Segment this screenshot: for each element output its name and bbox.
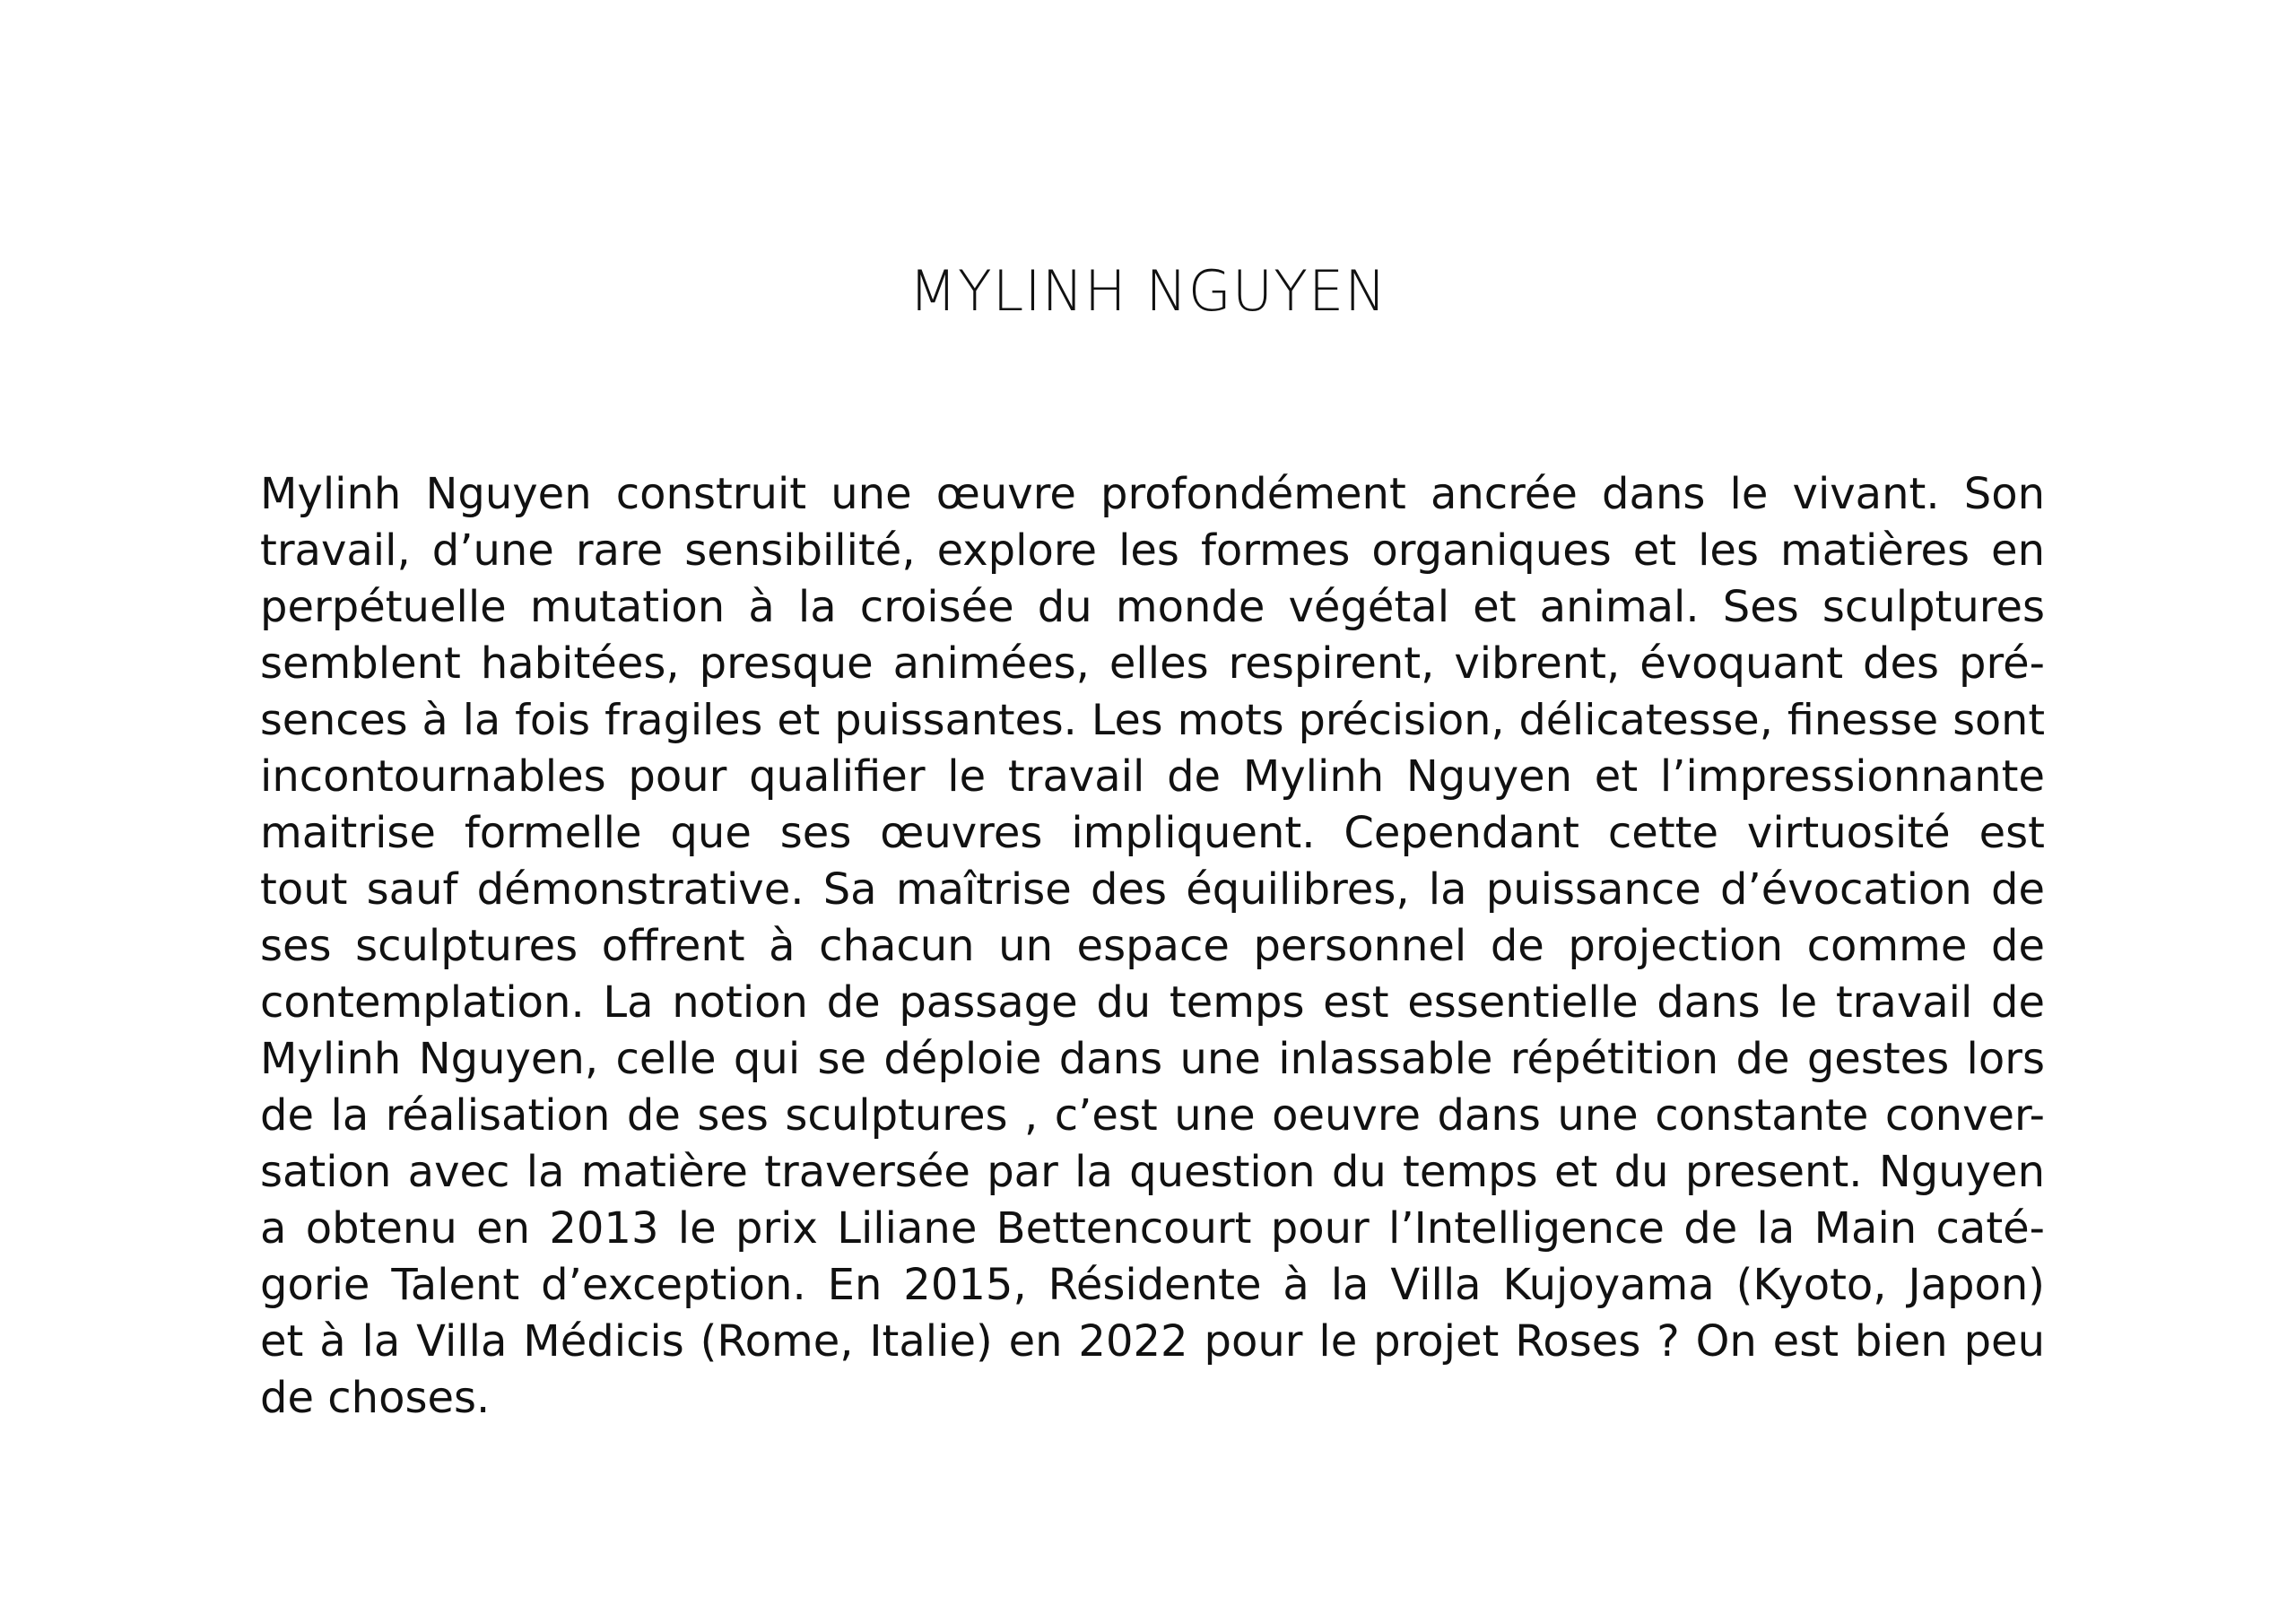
paragraph-line: et à la Villa Médicis (Rome, Italie) en 2022 pour le projet Roses ? On est bien peu: [260, 1316, 2045, 1367]
paragraph-line: contemplation. La notion de passage du temps est essentielle dans le travail de: [260, 977, 2045, 1028]
page-title: MYLINH NGUYEN: [909, 258, 1387, 324]
paragraph-line: maitrise formelle que ses œuvres impliquent. Cependant cette virtuosité est: [260, 808, 2045, 858]
paragraph-line: travail, d’une rare sensibilité, explore les formes organiques et les matières en: [260, 525, 2045, 576]
paragraph-line: sences à la fois fragiles et puissantes. Les mots précision, délicatesse, finesse sont: [260, 696, 2045, 745]
paragraph-line: semblent habitées, presque animées, elles respirent, vibrent, évoquant des pré-: [260, 638, 2045, 689]
biography-paragraph: [260, 466, 2045, 1427]
paragraph-line: ses sculptures offrent à chacun un espace personnel de projection comme de: [260, 921, 2045, 971]
paragraph-line: tout sauf démonstrative. Sa maîtrise des équilibres, la puissance d’évocation de: [260, 864, 2045, 915]
paragraph-line: de choses.: [260, 1373, 491, 1423]
paragraph-line: perpétuelle mutation à la croisée du monde végétal et animal. Ses sculptures: [260, 582, 2045, 632]
paragraph-line: Mylinh Nguyen construit une œuvre profondément ancrée dans le vivant. Son: [260, 469, 2045, 519]
paragraph-line: gorie Talent d’exception. En 2015, Résidente à la Villa Kujoyama (Kyoto, Japon): [260, 1260, 2045, 1310]
paragraph-line: incontournables pour qualifier le travail de Mylinh Nguyen et l’impressionnante: [260, 751, 2045, 802]
paragraph-line: de la réalisation de ses sculptures , c’est une oeuvre dans une constante conver-: [260, 1090, 2045, 1141]
paragraph-line: Mylinh Nguyen, celle qui se déploie dans une inlassable répétition de gestes lors: [260, 1034, 2045, 1084]
paragraph-line: a obtenu en 2013 le prix Liliane Bettencourt pour l’Intelligence de la Main caté-: [260, 1203, 2045, 1254]
paragraph-line: sation avec la matière traversée par la question du temps et du present. Nguyen: [260, 1147, 2045, 1197]
